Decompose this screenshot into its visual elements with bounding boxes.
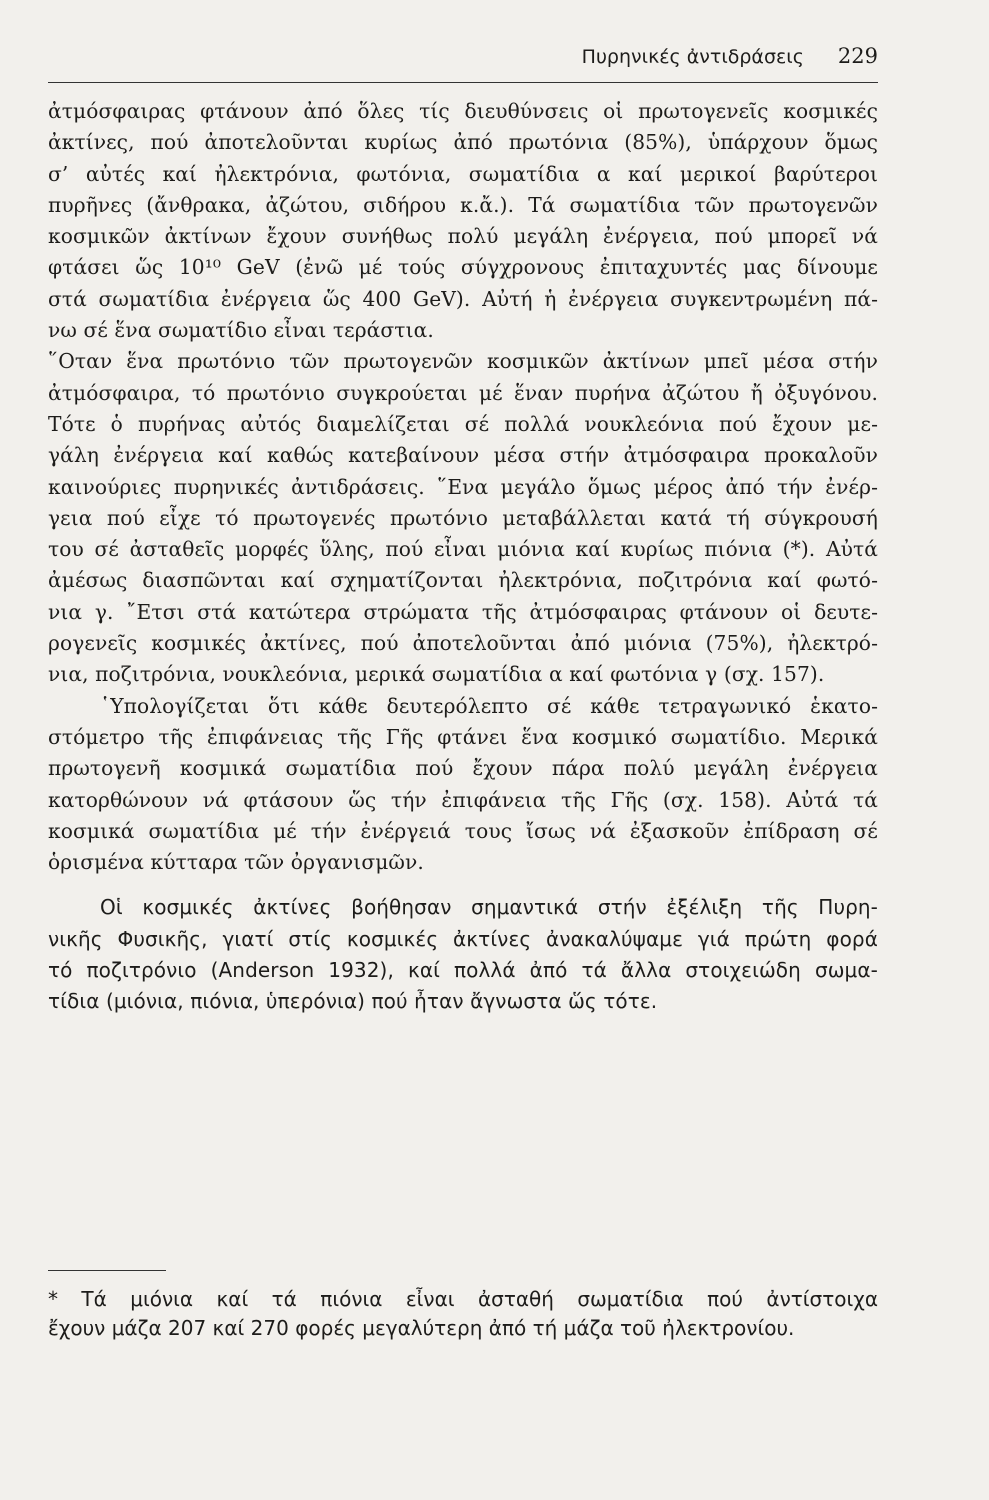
text-line: νια, ποζιτρόνια, νουκλεόνια, μερικά σωματίδια α καί φωτόνια γ (σχ. 157). — [48, 662, 825, 687]
footnote-line: * Τά μιόνια καί τά πιόνια εἶναι ἀσταθή σωματίδια πού ἀντίστοιχα — [48, 1287, 878, 1311]
text-line: φτάσει ὥς 10¹⁰ GeV (ἐνῶ μέ τούς σύγχρονους ἐπιταχυντές μας δίνουμε — [48, 255, 878, 280]
body-text — [48, 96, 878, 1018]
footnote-rule — [48, 1270, 166, 1271]
text-line: στόμετρο τῆς ἐπιφάνειας τῆς Γῆς φτάνει ἕνα κοσμικό σωματίδιο. Μερικά — [48, 724, 878, 749]
text-line: ἀκτίνες, πού ἀποτελοῦνται κυρίως ἀπό πρωτόνια (85%), ὑπάρχουν ὅμως — [48, 130, 878, 155]
text-line: τίδια (μιόνια, πιόνια, ὑπερόνια) πού ἦταν ἄγνωστα ὥς τότε. — [48, 989, 658, 1014]
text-line: ῾Υπολογίζεται ὅτι κάθε δευτερόλεπτο σέ κάθε τετραγωνικό ἑκατο- — [100, 693, 878, 718]
text-line: πυρῆνες (ἄνθρακα, ἀζώτου, σιδήρου κ.ἄ.). Τά σωματίδια τῶν πρωτογενῶν — [48, 192, 878, 217]
text-line: τό ποζιτρόνιο (Anderson 1932), καί πολλά ἀπό τά ἄλλα στοιχειώδη σωμα- — [48, 958, 878, 983]
text-line: στά σωματίδια ἐνέργεια ὥς 400 GeV). Αὐτή ἡ ἐνέργεια συγκεντρωμένη πά- — [48, 286, 878, 311]
text-line: νικῆς Φυσικῆς, γιατί στίς κοσμικές ἀκτίνες ἀνακαλύψαμε γιά πρώτη φορά — [48, 926, 878, 951]
text-line: του σέ ἀσταθεῖς μορφές ὕλης, πού εἶναι μιόνια καί κυρίως πιόνια (*). Αὐτά — [48, 537, 878, 562]
text-line: ἀτμόσφαιρα, τό πρωτόνιο συγκρούεται μέ ἕναν πυρήνα ἀζώτου ἤ ὀξυγόνου. — [48, 380, 878, 405]
text-line: σ’ αὐτές καί ἠλεκτρόνια, φωτόνια, σωματίδια α καί μερικοί βαρύτεροι — [48, 161, 878, 186]
text-line: νω σέ ἕνα σωματίδιο εἶναι τεράστια. — [48, 318, 434, 343]
text-line: ρογενεῖς κοσμικές ἀκτίνες, πού ἀποτελοῦνται ἀπό μιόνια (75%), ἠλεκτρό- — [48, 631, 878, 656]
text-line: καινούριες πυρηνικές ἀντιδράσεις. ῞Ενα μεγάλο ὅμως μέρος ἀπό τήν ἐνέρ- — [48, 474, 878, 499]
running-title: Πυρηνικές ἀντιδράσεις — [581, 46, 804, 68]
text-line: ἀτμόσφαιρας φτάνουν ἀπό ὅλες τίς διευθύνσεις οἱ πρωτογενεῖς κοσμικές — [48, 99, 878, 123]
footnote-line: ἔχουν μάζα 207 καί 270 φορές μεγαλύτερη ἀπό τή μάζα τοῦ ἠλεκτρονίου. — [48, 1316, 795, 1340]
page-header — [48, 44, 878, 68]
text-line: Τότε ὁ πυρήνας αὐτός διαμελίζεται σέ πολλά νουκλεόνια πού ἔχουν με- — [48, 411, 878, 436]
text-line: κατορθώνουν νά φτάσουν ὥς τήν ἐπιφάνεια τῆς Γῆς (σχ. 158). Αὐτά τά — [48, 787, 878, 812]
text-line: πρωτογενῆ κοσμικά σωματίδια πού ἔχουν πάρα πολύ μεγάλη ἐνέργεια — [48, 756, 878, 781]
text-line: νια γ. ῎Ετσι στά κατώτερα στρώματα τῆς ἀτμόσφαιρας φτάνουν οἱ δευτε- — [48, 599, 878, 624]
text-line: ἀμέσως διασπῶνται καί σχηματίζονται ἠλεκτρόνια, ποζιτρόνια καί φωτό- — [48, 568, 878, 593]
text-line: Οἱ κοσμικές ἀκτίνες βοήθησαν σημαντικά στήν ἐξέλιξη τῆς Πυρη- — [100, 895, 878, 920]
text-line: ὁρισμένα κύτταρα τῶν ὀργανισμῶν. — [48, 850, 424, 875]
text-line: ῞Οταν ἕνα πρωτόνιο τῶν πρωτογενῶν κοσμικῶν ἀκτίνων μπεῖ μέσα στήν — [48, 349, 878, 374]
header-rule — [48, 82, 878, 83]
text-line: κοσμικά σωματίδια μέ τήν ἐνέργειά τους ἴσως νά ἐξασκοῦν ἐπίδραση σέ — [48, 818, 878, 843]
footnote — [48, 1285, 878, 1343]
page-number: 229 — [837, 44, 878, 68]
text-line: γάλη ἐνέργεια καί καθώς κατεβαίνουν μέσα στήν ἀτμόσφαιρα προκαλοῦν — [48, 443, 878, 468]
text-line: κοσμικῶν ἀκτίνων ἔχουν συνήθως πολύ μεγάλη ἐνέργεια, πού μπορεῖ νά — [48, 224, 878, 249]
text-line: γεια πού εἶχε τό πρωτογενές πρωτόνιο μεταβάλλεται κατά τή σύγκρουσή — [48, 505, 878, 530]
